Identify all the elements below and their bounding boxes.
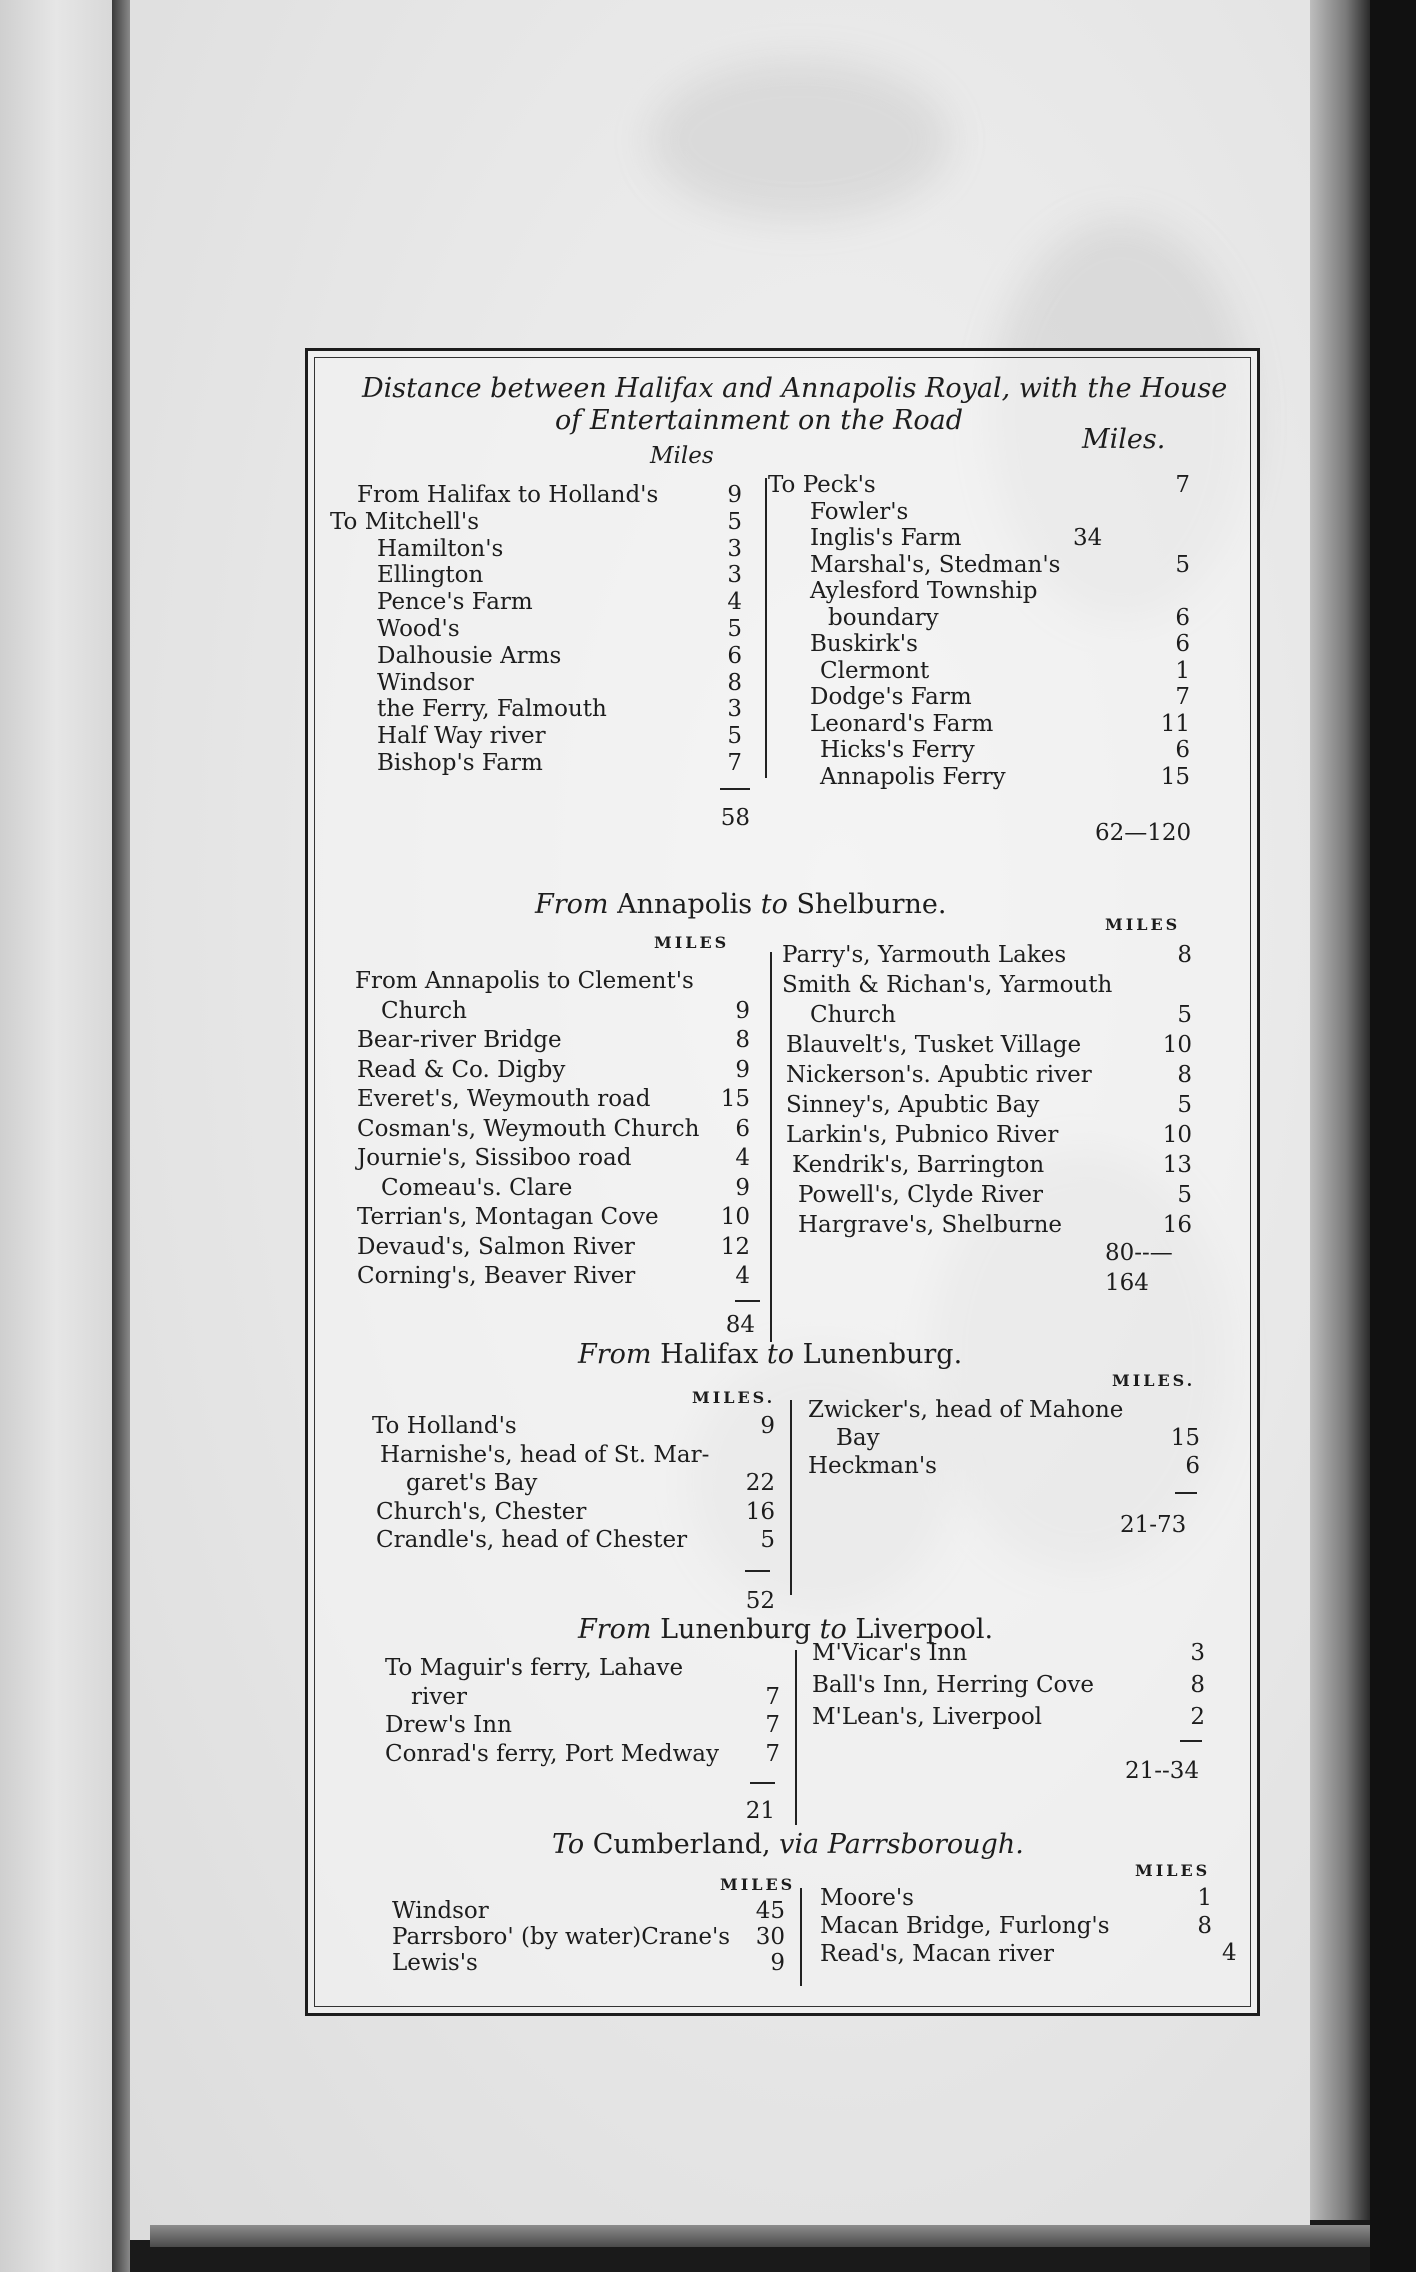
route-miles: 16	[745, 1498, 775, 1525]
route-miles: 16	[1162, 1212, 1192, 1238]
section5-title: To Cumberland, via Parrsborough.	[552, 1829, 1024, 1860]
route-stop: Inglis's Farm	[810, 525, 962, 551]
page-edge	[1310, 0, 1370, 2220]
route-miles: 5	[1177, 1092, 1192, 1118]
route-stop: Fowler's	[810, 498, 909, 525]
route-stop: Bay	[836, 1425, 880, 1451]
route-miles: 15	[720, 1086, 750, 1112]
route-miles: 5	[1177, 1182, 1192, 1208]
route-miles: 15	[1160, 763, 1190, 790]
route-stop: M'Lean's, Liverpool	[812, 1704, 1043, 1730]
route-miles: 10	[1162, 1122, 1192, 1148]
route-stop: Ball's Inn, Herring Cove	[812, 1672, 1095, 1698]
route-stop: M'Vicar's Inn	[812, 1640, 968, 1666]
route-miles: 11	[1160, 710, 1190, 737]
route-miles: 4	[735, 1263, 750, 1289]
route-miles: 7	[765, 1740, 780, 1767]
route-miles: 7	[1175, 684, 1190, 710]
route-stop: Windsor	[392, 1898, 489, 1924]
route-stop: Windsor	[377, 669, 474, 696]
route-miles: 22	[745, 1470, 775, 1496]
route-stop: Church's, Chester	[376, 1498, 587, 1525]
route-stop: Half Way river	[377, 723, 546, 750]
route-miles: 30	[755, 1924, 785, 1950]
route-stop: To Holland's	[372, 1413, 517, 1439]
route-stop: Everet's, Weymouth road	[357, 1086, 651, 1112]
section1-divider	[765, 478, 767, 778]
section1-left-rule	[720, 788, 750, 790]
section5-divider	[800, 1888, 802, 1986]
book-gutter	[112, 0, 130, 2272]
section1-title-line2: of Entertainment on the Road	[555, 405, 964, 436]
section2-miles-right: MILES	[1105, 915, 1181, 934]
section3-miles-right: MILES.	[1112, 1371, 1196, 1390]
route-stop: Dodge's Farm	[810, 684, 972, 710]
page-bottom-edge	[150, 2225, 1380, 2247]
route-miles: 5	[727, 723, 742, 750]
route-stop: From Halifax to Holland's	[357, 482, 659, 508]
section5-miles-left: MILES	[720, 1875, 796, 1894]
route-miles: 6	[1185, 1453, 1200, 1479]
route-miles: 6	[1175, 604, 1190, 631]
route-stop: Comeau's. Clare	[381, 1174, 573, 1201]
route-miles: 9	[770, 1950, 785, 1976]
route-stop: Ellington	[377, 562, 484, 589]
route-stop: Powell's, Clyde River	[798, 1182, 1044, 1208]
route-miles: 2	[1190, 1704, 1205, 1730]
route-miles: 5	[1175, 551, 1190, 578]
route-stop: Blauvelt's, Tusket Village	[786, 1032, 1082, 1058]
route-stop: Larkin's, Pubnico River	[786, 1122, 1059, 1148]
section3-left-rule	[745, 1570, 770, 1572]
route-stop: Bishop's Farm	[377, 750, 543, 776]
route-stop: Leonard's Farm	[810, 710, 994, 737]
section2-divider	[770, 952, 772, 1342]
route-stop: Parry's, Yarmouth Lakes	[782, 942, 1067, 968]
route-stop: Lewis's	[392, 1950, 478, 1976]
route-stop: Devaud's, Salmon River	[357, 1233, 635, 1260]
route-miles: 1	[1175, 657, 1190, 684]
route-stop: the Ferry, Falmouth	[377, 696, 607, 723]
route-miles: 6	[1175, 631, 1190, 657]
route-stop: boundary	[828, 604, 939, 631]
route-miles: 7	[765, 1712, 780, 1738]
section3-right-total: 21-73	[1120, 1512, 1187, 1538]
route-miles: 6	[1175, 737, 1190, 763]
route-stop: To Maguir's ferry, Lahave	[385, 1655, 684, 1681]
route-miles: 5	[727, 508, 742, 535]
route-stop: Cosman's, Weymouth Church	[357, 1115, 700, 1142]
route-stop: Church	[381, 997, 467, 1024]
route-note: 34	[1073, 525, 1103, 551]
route-miles: 10	[720, 1204, 750, 1230]
section4-right-total: 21--34	[1125, 1758, 1200, 1784]
route-stop: Pence's Farm	[377, 589, 533, 616]
route-miles: 8	[1197, 1913, 1212, 1939]
route-stop: Dalhousie Arms	[377, 642, 562, 669]
section1-title-line1: Distance between Halifax and Annapolis Royal, with the House	[362, 373, 1228, 404]
route-stop: Conrad's ferry, Port Medway	[385, 1740, 720, 1767]
route-miles: 3	[727, 535, 742, 562]
route-stop: Moore's	[820, 1885, 914, 1911]
route-stop: Nickerson's. Apubtic river	[786, 1062, 1092, 1088]
route-miles: 10	[1162, 1032, 1192, 1058]
route-miles: 6	[727, 642, 742, 669]
route-stop: Hamilton's	[377, 535, 504, 562]
route-miles: 5	[1177, 1002, 1192, 1028]
route-stop: garet's Bay	[406, 1470, 538, 1496]
section2-right-total: 164	[1105, 1270, 1149, 1296]
section2-left-rule	[735, 1300, 760, 1302]
route-stop: river	[411, 1683, 467, 1710]
section4-left-rule	[750, 1782, 775, 1784]
route-stop: Kendrik's, Barrington	[792, 1152, 1045, 1178]
route-stop: Marshal's, Stedman's	[810, 551, 1061, 578]
route-miles: 45	[755, 1898, 785, 1924]
route-miles: 7	[1175, 472, 1190, 498]
section1-miles-left: Miles	[650, 443, 714, 469]
route-stop: Zwicker's, head of Mahone	[808, 1397, 1124, 1423]
route-stop: Macan Bridge, Furlong's	[820, 1913, 1110, 1939]
section3-miles-left: MILES.	[692, 1388, 776, 1407]
section1-miles-right: Miles.	[1082, 424, 1166, 455]
route-miles: 9	[760, 1413, 775, 1439]
route-stop: To Mitchell's	[330, 508, 480, 535]
route-stop: Journie's, Sissiboo road	[357, 1145, 632, 1171]
route-miles: 15	[1170, 1425, 1200, 1451]
section2-title: From Annapolis to Shelburne.	[535, 889, 947, 920]
route-miles: 8	[1177, 942, 1192, 968]
route-stop: Corning's, Beaver River	[357, 1263, 636, 1289]
section5-miles-right: MILES	[1135, 1861, 1211, 1880]
route-stop: Annapolis Ferry	[820, 763, 1006, 790]
route-stop: Sinney's, Apubtic Bay	[786, 1092, 1040, 1118]
route-stop: Drew's Inn	[385, 1712, 512, 1738]
route-miles: 9	[735, 1174, 750, 1201]
route-miles: 8	[1177, 1062, 1192, 1088]
section4-left-total: 21	[745, 1798, 775, 1824]
route-miles: 7	[727, 750, 742, 776]
facing-page	[0, 0, 112, 2272]
route-stop: Church	[810, 1002, 896, 1028]
route-miles: 8	[1190, 1672, 1205, 1698]
route-stop: To Peck's	[768, 472, 876, 498]
route-miles: 7	[765, 1683, 780, 1710]
route-stop: Bear-river Bridge	[357, 1027, 562, 1053]
route-miles: 3	[727, 696, 742, 723]
route-stop: Aylesford Township	[810, 578, 1038, 604]
route-miles: 9	[735, 1056, 750, 1083]
section3-left-total: 52	[745, 1588, 775, 1614]
route-miles: 12	[720, 1233, 750, 1260]
route-miles: 8	[735, 1027, 750, 1053]
section4-title: From Lunenburg to Liverpool.	[578, 1614, 994, 1645]
section3-divider	[790, 1400, 792, 1595]
route-stop: From Annapolis to Clement's	[355, 968, 694, 994]
section4-right-rule	[1180, 1740, 1202, 1742]
route-miles: 6	[735, 1115, 750, 1142]
route-stop: Harnishe's, head of St. Mar-	[380, 1441, 710, 1468]
route-stop: Smith & Richan's, Yarmouth	[782, 972, 1113, 998]
route-stop: Wood's	[377, 616, 460, 642]
route-stop: Read's, Macan river	[820, 1941, 1055, 1967]
route-miles: 3	[1190, 1640, 1205, 1666]
route-stop: Parrsboro' (by water)Crane's	[392, 1924, 731, 1950]
section2-right-subtotal: 80--—	[1105, 1240, 1173, 1266]
section2-left-total: 84	[725, 1312, 755, 1338]
route-stop: Crandle's, head of Chester	[376, 1527, 688, 1553]
route-miles: 5	[727, 616, 742, 642]
route-stop: Hicks's Ferry	[820, 737, 975, 763]
route-miles: 4	[735, 1145, 750, 1171]
route-miles: 1	[1197, 1885, 1212, 1911]
dark-background	[1370, 0, 1416, 2272]
section2-miles-left: MILES	[654, 933, 730, 952]
route-miles: 3	[727, 562, 742, 589]
route-stop: Buskirk's	[810, 631, 918, 657]
route-miles: 8	[727, 669, 742, 696]
route-miles: 13	[1162, 1152, 1192, 1178]
route-stop: Terrian's, Montagan Cove	[357, 1204, 659, 1230]
section1-left-total: 58	[720, 805, 750, 831]
page-number: 4	[1222, 1940, 1237, 1966]
route-miles: 4	[727, 589, 742, 616]
section3-right-rule	[1175, 1492, 1197, 1494]
route-stop: Hargrave's, Shelburne	[798, 1212, 1063, 1238]
route-stop: Read & Co. Digby	[357, 1056, 566, 1083]
section3-title: From Halifax to Lunenburg.	[578, 1339, 963, 1370]
route-stop: Heckman's	[808, 1453, 937, 1479]
route-miles: 9	[727, 482, 742, 508]
section1-right-total: 62—120	[1095, 820, 1192, 846]
section4-divider	[795, 1650, 797, 1825]
route-miles: 5	[760, 1527, 775, 1553]
route-miles: 9	[735, 997, 750, 1024]
route-stop: Clermont	[820, 657, 930, 684]
